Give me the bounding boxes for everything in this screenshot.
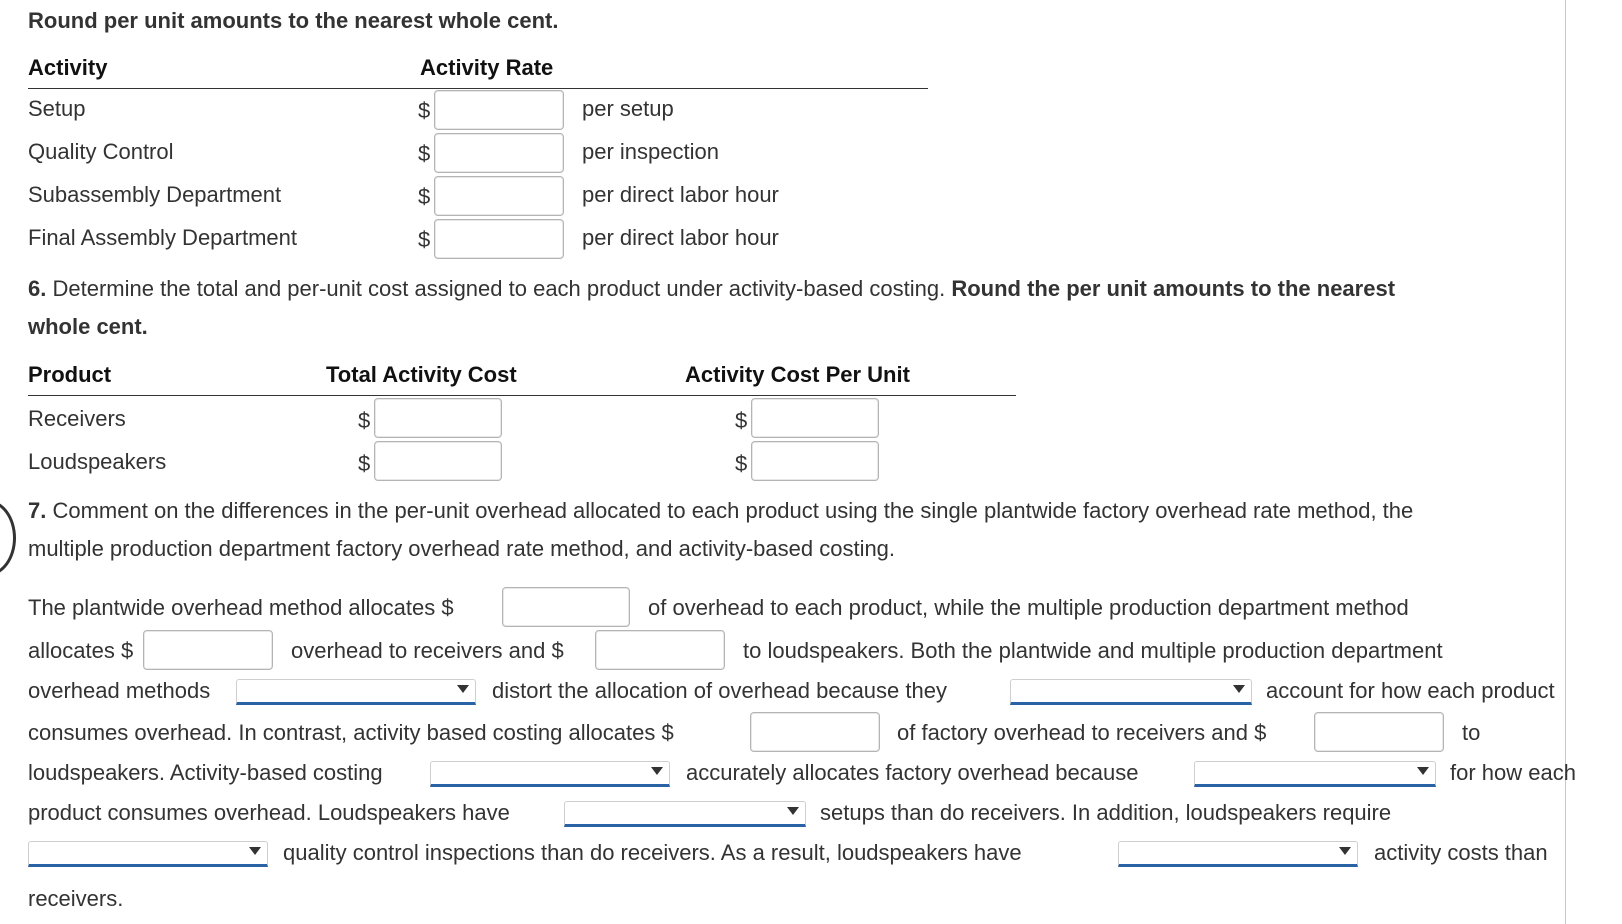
q6-bold-text: Round the per unit amounts to the nearest (951, 276, 1396, 301)
paragraph-text: accurately allocates factory overhead because (686, 760, 1139, 785)
final-assembly-rate-input[interactable] (434, 219, 564, 259)
paragraph-text: of factory overhead to receivers and $ (897, 720, 1267, 745)
col-header-activity-cost-per-unit: Activity Cost Per Unit (685, 362, 910, 387)
abc-loudspeakers-overhead-input[interactable] (1314, 712, 1444, 752)
q7-prompt-line2: multiple production department factory overhead rate method, and activity-based costing. (28, 536, 896, 561)
currency-symbol: $ (735, 408, 748, 433)
q6-number: 6. (28, 276, 47, 301)
currency-symbol: $ (418, 98, 431, 123)
subassembly-rate-input[interactable] (434, 176, 564, 216)
abc-because-dropdown[interactable] (1194, 761, 1436, 787)
paragraph-text: allocates $ (28, 638, 134, 663)
currency-symbol: $ (418, 227, 431, 252)
q7-prompt-line1 (28, 498, 1413, 524)
paragraph-text: The plantwide overhead method allocates $ (28, 595, 454, 620)
paragraph-text: quality control inspections than do receivers. As a result, loudspeakers have (283, 840, 1022, 865)
they-account-dropdown[interactable] (1010, 679, 1252, 705)
activity-label: Subassembly Department (28, 182, 282, 207)
activity-label: Quality Control (28, 139, 174, 164)
multiple-dept-receivers-input[interactable] (143, 630, 273, 670)
plantwide-overhead-input[interactable] (502, 587, 630, 627)
q6-text: Determine the total and per-unit cost assigned to each product under activity-based costing. (52, 276, 946, 301)
currency-symbol: $ (358, 451, 371, 476)
product-label: Receivers (28, 406, 126, 431)
paragraph-text: for how each (1450, 760, 1576, 785)
table-divider (28, 88, 928, 89)
activity-label: Setup (28, 96, 86, 121)
paragraph-text: of overhead to each product, while the multiple production department method (648, 595, 1409, 620)
instruction-text: Round per unit amounts to the nearest whole cent. (28, 8, 559, 33)
rate-unit-label: per inspection (582, 139, 719, 164)
paragraph-text: receivers. (28, 886, 124, 911)
paragraph-text: loudspeakers. Activity-based costing (28, 760, 383, 785)
paragraph-text: product consumes overhead. Loudspeakers have (28, 800, 510, 825)
chevron-down-icon (1339, 847, 1351, 855)
col-header-total-activity-cost: Total Activity Cost (326, 362, 517, 387)
q7-text: Comment on the differences in the per-unit overhead allocated to each product using the single plantwide factory overhead rate method, the (52, 498, 1414, 523)
paragraph-text: account for how each product (1266, 678, 1555, 703)
currency-symbol: $ (418, 141, 431, 166)
paragraph-text: consumes overhead. In contrast, activity based costing allocates $ (28, 720, 674, 745)
paragraph-text: overhead to receivers and $ (291, 638, 564, 663)
paragraph-text: setups than do receivers. In addition, loudspeakers require (820, 800, 1392, 825)
q7-number: 7. (28, 498, 47, 523)
currency-symbol: $ (418, 184, 431, 209)
inspections-comparison-dropdown[interactable] (28, 841, 268, 867)
multiple-dept-loudspeakers-input[interactable] (595, 630, 725, 670)
rate-unit-label: per setup (582, 96, 674, 121)
abc-receivers-overhead-input[interactable] (750, 712, 880, 752)
chevron-down-icon (457, 685, 469, 693)
paragraph-text: to (1462, 720, 1481, 745)
paragraph-text: activity costs than (1374, 840, 1548, 865)
rate-unit-label: per direct labor hour (582, 182, 779, 207)
table-divider (28, 395, 1016, 396)
col-header-activity-rate: Activity Rate (420, 55, 554, 80)
q6-prompt-line1 (28, 276, 1395, 302)
activity-label: Final Assembly Department (28, 225, 297, 250)
receivers-per-unit-cost-input[interactable] (751, 398, 879, 438)
chevron-down-icon (651, 767, 663, 775)
paragraph-text: overhead methods (28, 678, 211, 703)
chevron-down-icon (787, 807, 799, 815)
currency-symbol: $ (358, 408, 371, 433)
chevron-down-icon (1233, 685, 1245, 693)
rate-unit-label: per direct labor hour (582, 225, 779, 250)
paragraph-text: distort the allocation of overhead because they (492, 678, 947, 703)
loudspeakers-total-cost-input[interactable] (374, 441, 502, 481)
chevron-down-icon (249, 847, 261, 855)
methods-distort-dropdown[interactable] (236, 679, 476, 705)
activity-costs-comparison-dropdown[interactable] (1118, 841, 1358, 867)
partial-circle-marker (0, 500, 16, 576)
product-label: Loudspeakers (28, 449, 167, 474)
col-header-activity: Activity (28, 55, 108, 80)
q6-prompt-line2: whole cent. (28, 314, 148, 339)
setups-comparison-dropdown[interactable] (564, 801, 806, 827)
abc-accuracy-dropdown[interactable] (430, 761, 670, 787)
currency-symbol: $ (735, 451, 748, 476)
chevron-down-icon (1417, 767, 1429, 775)
col-header-product: Product (28, 362, 112, 387)
setup-rate-input[interactable] (434, 90, 564, 130)
quality-control-rate-input[interactable] (434, 133, 564, 173)
receivers-total-cost-input[interactable] (374, 398, 502, 438)
paragraph-text: to loudspeakers. Both the plantwide and multiple production department (743, 638, 1443, 663)
loudspeakers-per-unit-cost-input[interactable] (751, 441, 879, 481)
